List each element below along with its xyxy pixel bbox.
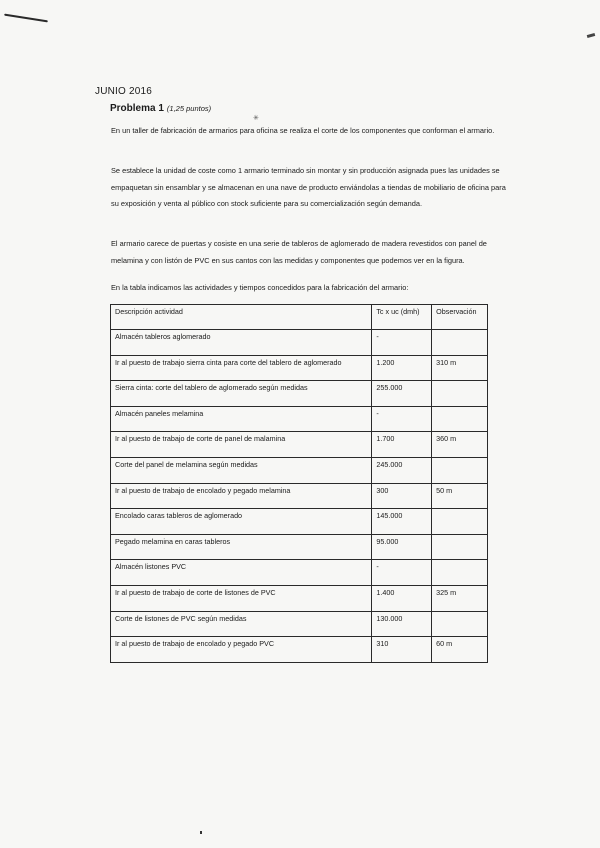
column-header: Descripción actividad (111, 305, 372, 330)
paragraph: En la tabla indicamos las actividades y tiempos concedidos para la fabricación del armario: (111, 283, 409, 292)
table-row (111, 457, 488, 483)
table-cell: 310 m (432, 355, 488, 381)
table-row (111, 381, 488, 407)
column-header: Tc x uc (dmh) (372, 305, 432, 330)
table-row (111, 534, 488, 560)
table-cell: Ir al puesto de trabajo de encolado y pegado PVC (111, 637, 372, 663)
table-cell: 60 m (432, 637, 488, 663)
table-row (111, 406, 488, 432)
table-cell: 310 (372, 637, 432, 663)
table-row (111, 509, 488, 535)
activities-table (110, 304, 488, 663)
table-cell (432, 330, 488, 356)
table-cell: 245.000 (372, 457, 432, 483)
table-cell: Corte del panel de melamina según medidas (111, 457, 372, 483)
table-cell (432, 611, 488, 637)
table-cell (432, 509, 488, 535)
table-cell: Ir al puesto de trabajo de encolado y pegado melamina (111, 483, 372, 509)
table-row (111, 637, 488, 663)
table-cell (432, 406, 488, 432)
table-cell: - (372, 560, 432, 586)
table-cell: 95.000 (372, 534, 432, 560)
table-row (111, 483, 488, 509)
exam-session: JUNIO 2016 (95, 86, 153, 97)
table-cell: Ir al puesto de trabajo de corte de listones de PVC (111, 585, 372, 611)
pen-mark (200, 831, 202, 834)
table-cell: 300 (372, 483, 432, 509)
table-cell: Ir al puesto de trabajo de corte de panel de malamina (111, 432, 372, 458)
table-cell: Ir al puesto de trabajo sierra cinta para corte del tablero de aglomerado (111, 355, 372, 381)
table-cell: Sierra cinta: corte del tablero de aglomerado según medidas (111, 381, 372, 407)
column-header: Observación (432, 305, 488, 330)
table-row (111, 585, 488, 611)
table-cell (432, 560, 488, 586)
problem-name: Problema 1 (110, 103, 164, 114)
table-cell: - (372, 330, 432, 356)
table-cell: Corte de listones de PVC según medidas (111, 611, 372, 637)
table-cell: 325 m (432, 585, 488, 611)
problem-points: (1,25 puntos) (166, 104, 212, 113)
table-cell: 360 m (432, 432, 488, 458)
table-cell (432, 381, 488, 407)
pen-mark (4, 14, 48, 23)
table-row (111, 560, 488, 586)
problem-title (110, 103, 211, 114)
table-row (111, 330, 488, 356)
table-row (111, 611, 488, 637)
table-cell: Almacén listones PVC (111, 560, 372, 586)
pen-mark (587, 33, 596, 38)
table-cell: Encolado caras tableros de aglomerado (111, 509, 372, 535)
table-cell: 145.000 (372, 509, 432, 535)
table-cell: - (372, 406, 432, 432)
table-cell (432, 534, 488, 560)
table-cell: 1.400 (372, 585, 432, 611)
table-row (111, 355, 488, 381)
table-cell: 130.000 (372, 611, 432, 637)
table-cell: 50 m (432, 483, 488, 509)
paragraph: En un taller de fabricación de armarios para oficina se realiza el corte de los componentes que conforman el armario. (111, 126, 495, 135)
paragraph: Se establece la unidad de coste como 1 armario terminado sin montar y sin producción asignada pues las unidades se empaquetan sin ensamblar y se almacenan en una nave de producto enviándolas a tiendas de mobiliario de oficina para su exposición y venta al público con stock suficiente para su comercialización según demanda. (111, 166, 506, 208)
table-cell: Almacén paneles melamina (111, 406, 372, 432)
doodle-icon: ✳ (253, 115, 259, 122)
table-cell: 1.700 (372, 432, 432, 458)
table-cell: 1.200 (372, 355, 432, 381)
paragraph: El armario carece de puertas y cosiste en una serie de tableros de aglomerado de madera revestidos con panel de melamina y con listón de PVC en sus cantos con las medidas y componentes que podemos ver en la figura. (111, 239, 487, 265)
table-cell (432, 457, 488, 483)
table-cell: Almacén tableros aglomerado (111, 330, 372, 356)
table-row (111, 432, 488, 458)
table-cell: 255.000 (372, 381, 432, 407)
table-header-row (111, 305, 488, 330)
table-cell: Pegado melamina en caras tableros (111, 534, 372, 560)
